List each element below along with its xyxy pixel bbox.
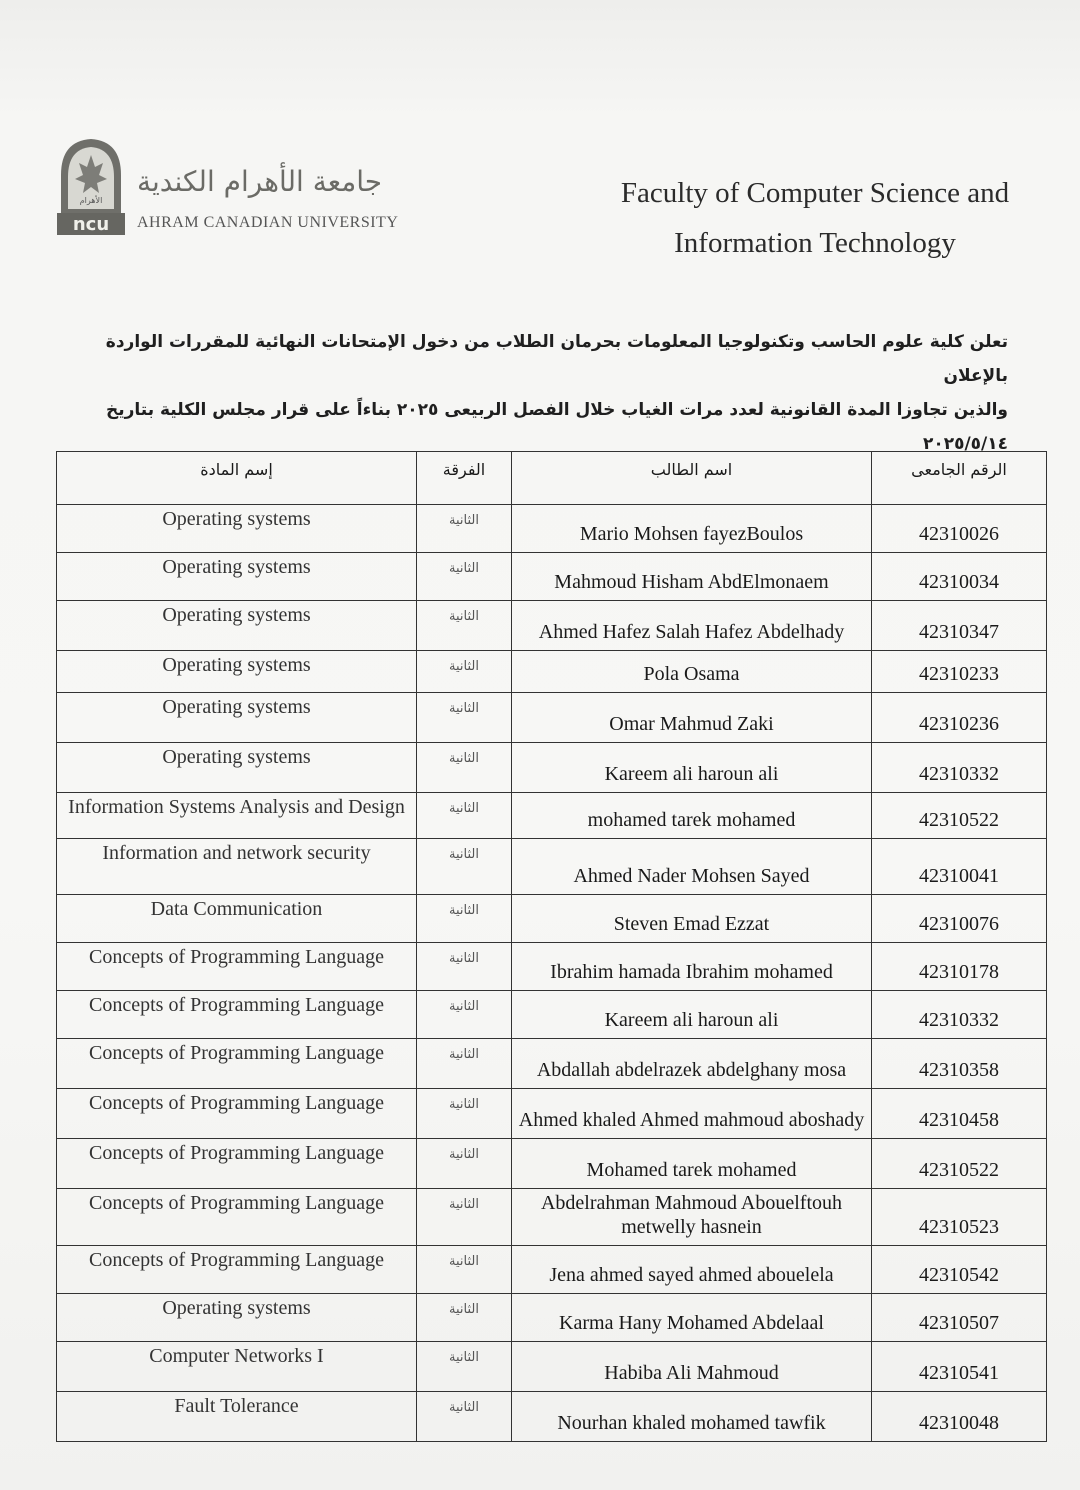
announcement-line1: تعلن كلية علوم الحاسب وتكنولوجيا المعلومات بحرمان الطلاب من دخول الإمتحانات النهائية للمقررات الواردة بالإعلان (105, 332, 1008, 386)
student-id-cell: 42310523 (872, 1189, 1047, 1246)
table-row (57, 1039, 1047, 1089)
barred-students-table (56, 451, 1047, 1442)
student-name-cell: Kareem ali haroun ali (512, 991, 872, 1039)
student-name-cell: Omar Mahmud Zaki (512, 693, 872, 743)
subject-cell: Operating systems (57, 601, 417, 651)
student-name-cell: Pola Osama (512, 651, 872, 693)
header-subject: إسم المادة (57, 452, 417, 505)
student-name-cell: Kareem ali haroun ali (512, 743, 872, 793)
year-cell: الثانية (417, 943, 512, 991)
year-cell: الثانية (417, 693, 512, 743)
table-row (57, 839, 1047, 895)
student-id-cell: 42310522 (872, 793, 1047, 839)
faculty-title-line1: Faculty of Computer Science and (620, 177, 1010, 209)
student-name-cell: Mahmoud Hisham AbdElmonaem (512, 553, 872, 601)
subject-cell: Fault Tolerance (57, 1392, 417, 1442)
subject-cell: Information and network security (57, 839, 417, 895)
student-name-cell: Ibrahim hamada Ibrahim mohamed (512, 943, 872, 991)
subject-cell: Operating systems (57, 693, 417, 743)
year-cell: الثانية (417, 553, 512, 601)
subject-cell: Operating systems (57, 743, 417, 793)
table-body (57, 505, 1047, 1442)
subject-cell: Operating systems (57, 1294, 417, 1342)
year-cell: الثانية (417, 1089, 512, 1139)
table-row (57, 1342, 1047, 1392)
student-id-cell: 42310233 (872, 651, 1047, 693)
student-name-cell: Ahmed Hafez Salah Hafez Abdelhady (512, 601, 872, 651)
year-cell: الثانية (417, 1246, 512, 1294)
subject-cell: Operating systems (57, 505, 417, 553)
student-id-cell: 42310358 (872, 1039, 1047, 1089)
year-cell: الثانية (417, 1039, 512, 1089)
subject-cell: Concepts of Programming Language (57, 1246, 417, 1294)
student-id-cell: 42310541 (872, 1342, 1047, 1392)
student-name-cell: Karma Hany Mohamed Abdelaal (512, 1294, 872, 1342)
year-cell: الثانية (417, 1342, 512, 1392)
student-name-cell: Abdelrahman Mahmoud Abouelftouh metwelly hasnein (512, 1189, 872, 1246)
student-name-cell: Habiba Ali Mahmoud (512, 1342, 872, 1392)
student-id-cell: 42310048 (872, 1392, 1047, 1442)
student-id-cell: 42310041 (872, 839, 1047, 895)
student-name-cell: Mohamed tarek mohamed (512, 1139, 872, 1189)
year-cell: الثانية (417, 743, 512, 793)
table-row (57, 991, 1047, 1039)
student-name-cell: Ahmed khaled Ahmed mahmoud aboshady (512, 1089, 872, 1139)
table-row (57, 1189, 1047, 1246)
student-id-cell: 42310347 (872, 601, 1047, 651)
announcement-line2: والذين تجاوزا المدة القانونية لعدد مرات الغياب خلال الفصل الربيعى ٢٠٢٥ بناءاً على قرار مجلس الكلية بتاريخ (105, 400, 1008, 420)
student-id-cell: 42310332 (872, 991, 1047, 1039)
subject-cell: Concepts of Programming Language (57, 1189, 417, 1246)
student-name-cell: Ahmed Nader Mohsen Sayed (512, 839, 872, 895)
table-row (57, 693, 1047, 743)
table-row (57, 601, 1047, 651)
year-cell: الثانية (417, 1294, 512, 1342)
year-cell: الثانية (417, 1392, 512, 1442)
table-row (57, 553, 1047, 601)
subject-cell: Operating systems (57, 651, 417, 693)
student-name-cell: mohamed tarek mohamed (512, 793, 872, 839)
table-row (57, 743, 1047, 793)
university-name-latin: AHRAM CANADIAN UNIVERSITY (137, 214, 399, 231)
svg-text:الأهرام: الأهرام (79, 196, 103, 205)
header-student-id: الرقم الجامعى (872, 452, 1047, 505)
student-id-cell: 42310522 (872, 1139, 1047, 1189)
student-id-cell: 42310034 (872, 553, 1047, 601)
student-id-cell: 42310236 (872, 693, 1047, 743)
student-name-cell: Abdallah abdelrazek abdelghany mosa (512, 1039, 872, 1089)
faculty-title (560, 168, 1070, 268)
announcement-text (60, 325, 1008, 461)
year-cell: الثانية (417, 895, 512, 943)
subject-cell: Concepts of Programming Language (57, 1139, 417, 1189)
student-id-cell: 42310458 (872, 1089, 1047, 1139)
student-id-cell: 42310026 (872, 505, 1047, 553)
student-name-cell: Mario Mohsen fayezBoulos (512, 505, 872, 553)
university-logo (55, 135, 399, 245)
table-row (57, 1089, 1047, 1139)
table-row (57, 895, 1047, 943)
announcement-date: ٢٠٢٥/٥/١٤ (922, 434, 1008, 454)
subject-cell: Computer Networks I (57, 1342, 417, 1392)
table-row (57, 1139, 1047, 1189)
year-cell: الثانية (417, 651, 512, 693)
student-name-cell: Nourhan khaled mohamed tawfik (512, 1392, 872, 1442)
student-name-cell: Steven Emad Ezzat (512, 895, 872, 943)
subject-cell: Concepts of Programming Language (57, 991, 417, 1039)
student-id-cell: 42310542 (872, 1246, 1047, 1294)
faculty-title-line2: Information Technology (674, 227, 956, 259)
table-row (57, 651, 1047, 693)
subject-cell: Operating systems (57, 553, 417, 601)
year-cell: الثانية (417, 505, 512, 553)
year-cell: الثانية (417, 1189, 512, 1246)
year-cell: الثانية (417, 793, 512, 839)
year-cell: الثانية (417, 991, 512, 1039)
subject-cell: Concepts of Programming Language (57, 1039, 417, 1089)
student-id-cell: 42310332 (872, 743, 1047, 793)
header-student-name: اسم الطالب (512, 452, 872, 505)
subject-cell: Information Systems Analysis and Design (57, 793, 417, 839)
student-id-cell: 42310076 (872, 895, 1047, 943)
table-header-row (57, 452, 1047, 505)
student-name-cell: Jena ahmed sayed ahmed abouelela (512, 1246, 872, 1294)
year-cell: الثانية (417, 1139, 512, 1189)
table-row (57, 505, 1047, 553)
header-year: الفرقة (417, 452, 512, 505)
year-cell: الثانية (417, 601, 512, 651)
table-row (57, 1246, 1047, 1294)
student-id-cell: 42310178 (872, 943, 1047, 991)
subject-cell: Concepts of Programming Language (57, 943, 417, 991)
student-id-cell: 42310507 (872, 1294, 1047, 1342)
year-cell: الثانية (417, 839, 512, 895)
subject-cell: Concepts of Programming Language (57, 1089, 417, 1139)
subject-cell: Data Communication (57, 895, 417, 943)
university-name-arabic: جامعة الأهرام الكندية (137, 165, 383, 198)
table-row (57, 1294, 1047, 1342)
logo-badge: ncu (72, 214, 110, 235)
table-row (57, 793, 1047, 839)
table-row (57, 1392, 1047, 1442)
university-emblem-icon (55, 135, 127, 240)
table-row (57, 943, 1047, 991)
